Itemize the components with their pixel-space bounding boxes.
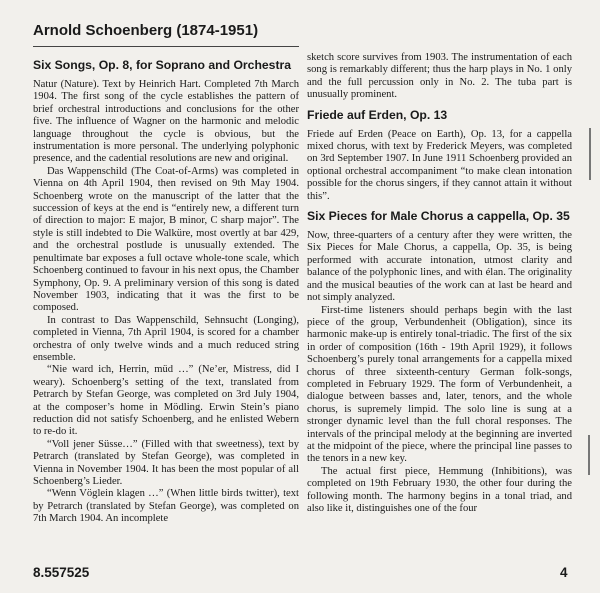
section-heading-op8: Six Songs, Op. 8, for Soprano and Orchestra: [33, 58, 292, 72]
paragraph: “Wenn Vöglein klagen …” (When little birds twitter), text by Petrarch (translated by Stefan George), was completed on 7th March 1904. An incomplete: [33, 488, 299, 525]
right-column: [307, 52, 572, 515]
paragraph: In contrast to Das Wappenschild, Sehnsucht (Longing), completed in Vienna, 7th April 1904, is scored for a chamber orchestra of only twelve winds and a much reduced string ensemble.: [33, 314, 299, 363]
catalogue-number: 8.557525: [33, 565, 90, 580]
scan-mark: [588, 435, 590, 475]
paragraph: Natur (Nature). Text by Heinrich Hart. Completed 7th March 1904. The first song of the cycle establishes the pattern of brief orchestral introductions and conclusions for the other five. The influence of Wagner on the harmonic and melodic language throughout the cycle is obvious, but the instrumentation is more personal. The underlying polyphonic presence, and the cadential resolutions are new and original.: [33, 79, 299, 165]
scan-mark: [589, 128, 591, 180]
paragraph: Das Wappenschild (The Coat-of-Arms) was completed in Vienna on 4th April 1904, then revised on 9th May 1904. Schoenberg wrote on the manuscript of the latter that the succession of keys at the end is “entirely new, a different turn of direction to major: E major, B minor, C sharp major”. The style is still indebted to Die Walküre, most overtly at bar 429, and the orchestral postlude is unusually extended. The penultimate bar exposes a full octave whole-tone scale, which Schoenberg continued to favour in his next opus, the Chamber Symphony, Op. 9. A preliminary version of this song is dated November 1903, indicating that it was the first to be composed.: [33, 165, 299, 314]
section-heading-op35: Six Pieces for Male Chorus a cappella, Op. 35: [307, 209, 570, 224]
paragraph: Now, three-quarters of a century after they were written, the Six Pieces for Male Chorus, a cappella, Op. 35, is being performed with accurate intonation, utmost clarity and balance of the polyphonic lines, and with élan. The originality and the musical beauties of the work can at last be heard and not simply analyzed.: [307, 230, 572, 304]
title-rule: [33, 46, 299, 47]
paragraph: “Nie ward ich, Herrin, müd …” (Ne’er, Mistress, did I weary). Schoenberg’s setting of the text, translated from Petrarch by Stefan George, was completed on 3rd July 1904, at the composer’s home in Mödling. Erwin Stein’s piano reduction did not satisfy Schoenberg, and he enlisted Webern to re-do it.: [33, 364, 299, 438]
paragraph: “Voll jener Süsse…” (Filled with that sweetness), text by Petrarch (translated by Stefan George), was completed in Vienna in November 1904. It has been the most popular of all Schoenberg’s Lieder.: [33, 438, 299, 487]
page-number: 4: [560, 565, 568, 580]
left-column: [33, 52, 299, 526]
paragraph: The actual first piece, Hemmung (Inhibitions), was completed on 19th February 1930, the other four during the following month. The harmony begins in a tonal triad, and also like it, distinguishes one of the four: [307, 465, 572, 514]
paragraph: sketch score survives from 1903. The instrumentation of each song is remarkably different; thus the harp plays in No. 1 only and the full percussion only in No. 2. The tuba part is unusually prominent.: [307, 52, 572, 101]
page-title: Arnold Schoenberg (1874-1951): [33, 22, 259, 39]
section-heading-op13: Friede auf Erden, Op. 13: [307, 107, 448, 122]
paragraph: Friede auf Erden (Peace on Earth), Op. 13, for a cappella mixed chorus, with text by Frederick Meyers, was completed on 3rd September 1907. In June 1911 Schoenberg provided an optional orchestral accompaniment “to make clean intonation possible for the chorus singers, if they cannot attain it without this”.: [307, 128, 572, 202]
paragraph: First-time listeners should perhaps begin with the last piece of the group, Verbundenheit (Obligation), since its harmonic make-up is entirely tonal-triadic. The first of the six in order of composition (16th - 19th April 1929), it follows Schoenberg’s purely tonal arrangements for a cappella mixed chorus of three sixteenth-century German folk-songs, completed in February 1929. The form of Verbundenheit, a dialogue between basses and, later, tenors, and the whole chorus, is supremely limpid. The solo line is sung at a stronger dynamic level than the full choral responses. The intervals of the principal melody at the beginning are inverted at the midpoint of the piece, where the principal line passes to the tenors in a new key.: [307, 304, 572, 465]
